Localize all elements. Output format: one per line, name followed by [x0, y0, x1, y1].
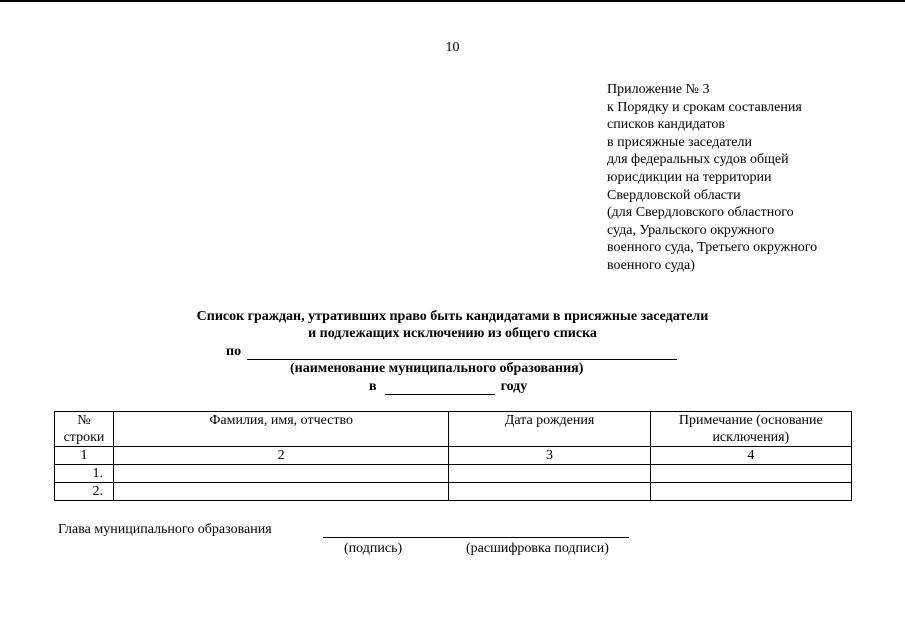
municipality-blank-field[interactable] — [247, 345, 677, 360]
appendix-line: (для Свердловского областного — [607, 205, 794, 221]
row-number: 1. — [55, 465, 114, 483]
appendix-line: Приложение № 3 — [607, 82, 710, 97]
column-number-row — [55, 447, 852, 465]
year-prefix: в — [369, 379, 377, 394]
municipality-line — [226, 344, 677, 360]
appendix-line: к Порядку и срокам составления — [607, 99, 802, 115]
row-number: 2. — [55, 483, 114, 501]
header-note: Примечание (основание исключения) — [650, 412, 851, 447]
appendix-line: военного суда) — [607, 257, 695, 273]
appendix-block — [607, 81, 897, 275]
exclusion-table — [54, 411, 852, 501]
signature-label: Глава муниципального образования — [58, 522, 272, 537]
table-row — [55, 465, 852, 483]
table-cell-note[interactable] — [650, 483, 851, 501]
document-title — [0, 308, 905, 342]
table-cell-name[interactable] — [113, 483, 448, 501]
signature-blank-field[interactable] — [323, 537, 629, 538]
year-blank-field[interactable] — [385, 380, 495, 395]
table-header-row — [55, 412, 852, 447]
column-number: 3 — [449, 447, 650, 465]
appendix-line: военного суда, Третьего окружного — [607, 240, 818, 256]
municipality-caption: (наименование муниципального образования) — [290, 361, 584, 376]
table-cell-date[interactable] — [449, 483, 650, 501]
title-line-1: Список граждан, утративших право быть кандидатами в присяжные заседатели — [196, 309, 709, 324]
table-cell-name[interactable] — [113, 465, 448, 483]
table-cell-date[interactable] — [449, 465, 650, 483]
appendix-line: в присяжные заседатели — [607, 134, 752, 150]
column-number: 4 — [650, 447, 851, 465]
table-row — [55, 483, 852, 501]
appendix-line: Свердловской области — [607, 187, 741, 203]
column-number: 1 — [55, 447, 114, 465]
header-birth-date: Дата рождения — [449, 412, 650, 447]
signature-decode-caption: (расшифровка подписи) — [466, 541, 609, 556]
signature-caption: (подпись) — [344, 541, 403, 556]
appendix-line: юрисдикции на территории — [607, 169, 772, 185]
header-full-name: Фамилия, имя, отчество — [113, 412, 448, 447]
table-cell-note[interactable] — [650, 465, 851, 483]
year-line — [369, 379, 527, 395]
appendix-line: списков кандидатов — [607, 117, 726, 133]
appendix-line: для федеральных судов общей — [607, 152, 789, 168]
year-suffix: году — [500, 379, 528, 394]
title-line-2: и подлежащих исключению из общего списка — [308, 326, 597, 341]
appendix-line: суда, Уральского окружного — [607, 222, 775, 238]
column-number: 2 — [113, 447, 448, 465]
by-label: по — [226, 344, 242, 359]
top-rule — [0, 0, 905, 2]
header-row-number: № строки — [55, 412, 114, 447]
page-number: 10 — [445, 40, 460, 55]
